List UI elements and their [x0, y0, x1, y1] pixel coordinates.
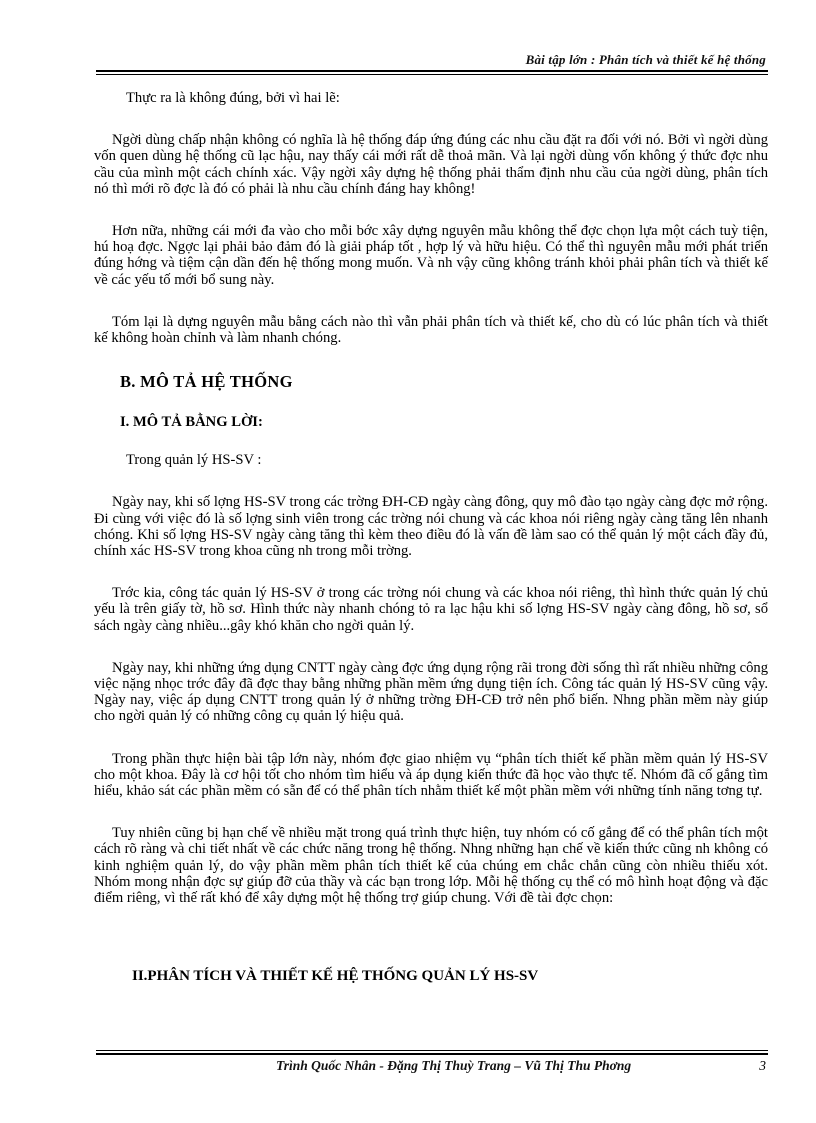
summary-paragraph: Tóm lại là dựng nguyên mẫu bằng cách nào thì vẫn phải phân tích và thiết kế, cho dù có lúc phân tích và thiết kế không hoàn chỉnh và làm nhanh chóng.	[94, 313, 768, 347]
body-paragraph-2: Trớc kia, công tác quản lý HS-SV ở trong các trờng nói chung và các khoa nói riêng, thì hình thức quản lý chủ yếu là trên giấy tờ, hồ sơ. Hình thức này nhanh chóng tỏ ra lạc hậu khi số lợng HS-SV ngày càng đông, hồ sơ, sổ sách ngày càng nhiều...gây khó khăn cho ngời quản lý.	[94, 585, 768, 634]
body-paragraph-1: Ngày nay, khi số lợng HS-SV trong các trờng ĐH-CĐ ngày càng đông, quy mô đào tạo ngày càng đợc mở rộng. Đi cùng với việc đó là số lợng sinh viên trong các trờng nói chung và các khoa nói riêng ngày càng tăng lên nhanh chóng. Khi số lợng HS-SV ngày càng tăng thì kèm theo điều đó là vấn đề làm sao có thể quản lý một cách đầy đủ, chính xác HS-SV trong khoa cũng nh trong mỗi trờng.	[94, 494, 768, 560]
subsection-heading-2: II.PHÂN TÍCH VÀ THIẾT KẾ HỆ THỐNG QUẢN LÝ HS-SV	[132, 968, 539, 985]
section-heading-b: B. MÔ TẢ HỆ THỐNG	[120, 372, 293, 392]
footer-rule-thin	[96, 1050, 768, 1051]
footer-rule-thick	[96, 1053, 768, 1055]
body-paragraph-3: Ngày nay, khi những ứng dụng CNTT ngày càng đợc ứng dụng rộng rãi trong đời sống thì rất nhiều những công việc nặng nhọc trớc đây đã đợc thay bằng những phần mềm ứng dụng tiện ích. Công tác quản lý HS-SV cũng vậy. Ngày nay, việc áp dụng CNTT trong quản lý ở những trờng ĐH-CĐ trở nên phổ biến. Nhng phần mềm này giúp cho ngời quản lý có những công cụ quản lý hiệu quả.	[94, 659, 768, 725]
reason-paragraph-2: Hơn nữa, những cái mới đa vào cho mỗi bớc xây dựng nguyên mẫu không thể đợc chọn lựa một cách tuỳ tiện, hú hoạ đợc. Ngợc lại phải bảo đảm đó là giải pháp tốt , hợp lý và hữu hiệu. Có thể thì nguyên mẫu mới phát triển đúng hớng và tiệm cận dần đến hệ thống mong muốn. Và nh vậy cũng không tránh khỏi phải phân tích và thiết kế về các yếu tố mới bổ sung này.	[94, 223, 768, 288]
page-number: 3	[759, 1058, 766, 1073]
footer-authors: Trình Quốc Nhân - Đặng Thị Thuỳ Trang – Vũ Thị Thu Phơng	[276, 1058, 632, 1073]
intro-paragraph: Thực ra là không đúng, bởi vì hai lẽ:	[126, 90, 340, 106]
subsection-heading-1: I. MÔ TẢ BẰNG LỜI:	[120, 414, 263, 431]
page-body	[94, 90, 768, 986]
page-header	[96, 50, 768, 74]
reason-paragraph-1: Ngời dùng chấp nhận không có nghĩa là hệ thống đáp ứng đúng các nhu cầu đặt ra đối với nó. Bởi vì ngời dùng vốn quen dùng hệ thống cũ lạc hậu, nay thấy cái mới rất dễ thoả mãn. Và lại ngời dùng vốn không ý thức đợc nhu cầu của mình một cách chính xác. Vậy ngời xây dựng hệ thống phải thẩm định nhu cầu của ngời dùng, phân tích nó thì mới rõ đợc là đó có phải là nhu cầu chính đáng hay không!	[94, 132, 768, 197]
body-paragraph-5: Tuy nhiên cũng bị hạn chế về nhiều mặt trong quá trình thực hiện, tuy nhóm có cố gắng để có thể phân tích một cách rõ ràng và chi tiết nhất về các chức năng trong hệ thống. Nhng những hạn chế về kiến thức cũng nh không có kinh nghiệm quản lý, do vậy phần mềm phân tích thiết kế của chúng em chắc chắn cũng còn nhiều thiếu xót. Nhóm mong nhận đợc sự giúp đỡ của thầy và các bạn trong lớp. Mỗi hệ thống cụ thể có mô hình hoạt động và đặc điểm riêng, vì thế rất khó để xây dựng một hệ thống trợ giúp chung. Với đề tài đợc chọn:	[94, 825, 768, 907]
context-paragraph: Trong quản lý HS-SV :	[126, 452, 262, 469]
page-footer	[96, 1050, 768, 1086]
header-rule-thick	[96, 70, 768, 72]
body-paragraph-4: Trong phần thực hiện bài tập lớn này, nhóm đợc giao nhiệm vụ “phân tích thiết kế phần mềm quản lý HS-SV cho một khoa. Đây là cơ hội tốt cho nhóm tìm hiểu và áp dụng kiến thức đã học vào thực tế. Nhóm đã cố gắng tìm hiểu, khảo sát các phần mềm có sẵn để có thể phân tích nhằm thiết kế một phần mềm với những tính năng tơng tự.	[94, 750, 768, 800]
header-rule-thin	[96, 74, 768, 75]
header-title: Bài tập lớn : Phân tích và thiết kế hệ thống	[525, 52, 766, 67]
